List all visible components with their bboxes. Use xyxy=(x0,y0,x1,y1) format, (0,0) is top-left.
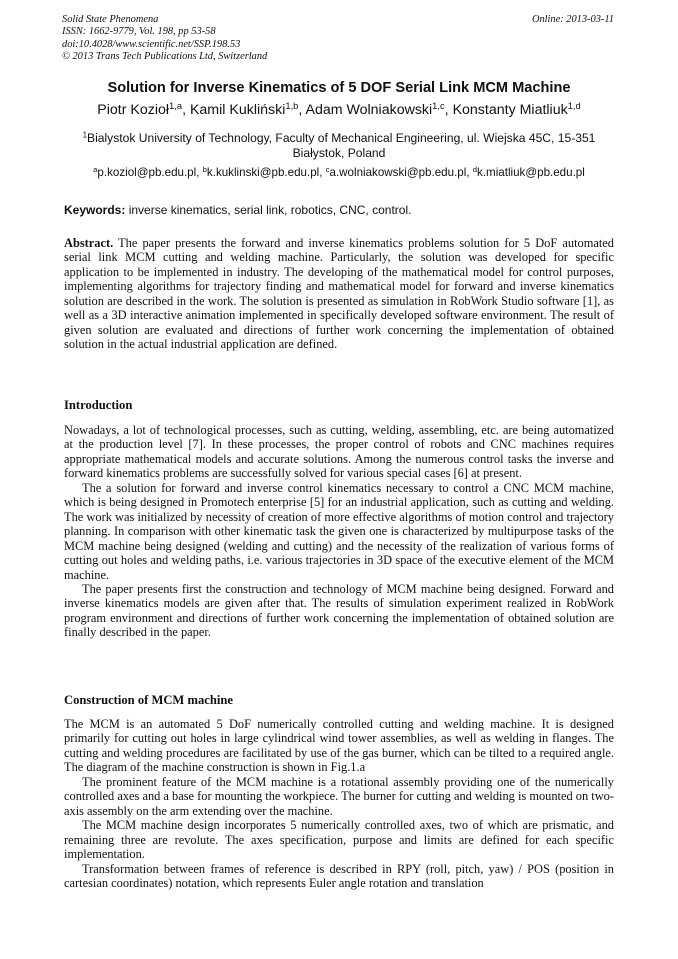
email: $^c$a.wolniakowski@pb.edu.pl, xyxy=(325,164,473,179)
author: Konstanty Miatliuk$^{1,d}$ xyxy=(452,100,581,118)
email: $^d$k.miatliuk@pb.edu.pl xyxy=(472,164,585,179)
affiliation xyxy=(64,131,614,160)
author: Kamil Kukliński$^{1,b}$, xyxy=(189,100,306,118)
abstract xyxy=(64,236,614,352)
email: $^a$p.koziol@pb.edu.pl, xyxy=(93,164,203,179)
paragraph: Transformation between frames of reference is described in RPY (roll, pitch, yaw) / POS (position in cartesian coordinates) notation, which represents Euler angle rotation and translation xyxy=(64,861,614,890)
affiliation-text: Bialystok University of Technology, Faculty of Mechanical Engineering, ul. Wiejska 45C, 15-351 Białystok, Poland xyxy=(87,131,596,160)
section-introduction xyxy=(64,423,614,640)
author: Adam Wolniakowski$^{1,c}$, xyxy=(305,100,453,118)
paragraph: The MCM machine design incorporates 5 numerically controlled axes, two of which are prismatic, and remaining three are revolute. The axes specification, purpose and limits are defined for each specific implementation. xyxy=(64,818,614,862)
paragraph: Nowadays, a lot of technological processes, such as cutting, welding, assembling, etc. are being automatized at the production level [7]. In these processes, the proper control of robots and CNC machines requires appropriate mathematical models and accurate solutions. Among the numerous control tasks the inverse and forward kinematics problems are successfully solved for various special cases [6] at present. xyxy=(64,423,614,481)
abstract-text: The paper presents the forward and inverse kinematics problems solution for 5 DoF automated serial link MCM cutting and welding machine. Particularly, the solution was developed for specific application to be implemented in industry. The developing of the mathematical model for control purposes, implementing algorithms for trajectory finding and mathematical model for forward and inverse kinematics solution are described in the work. The solution is presented as simulation in RobWork Studio software [1], as well as a 3D interactive animation implemented in specifically developed software environment. The result of given solution are evaluated and directions of further work concerning the implementation of obtained solution in the actual industrial application are defined. xyxy=(64,236,614,352)
author-list xyxy=(30,102,648,118)
paragraph: The a solution for forward and inverse control kinematics necessary to control a CNC MCM machine, which is being designed in Promotech enterprise [5] for an industrial application, such as cutting and welding. The work was initialized by necessity of creation of more effective algorithms of motion control and trajectory planning. In comparison with other kinematic task the given one is characterized by multipurpose tasks of the MCM machine being designed (welding and cutting) and the necessity of the realization of various forms of cutting out holes and welding paths, i.e. various trajectories in 3D space of the executive element of the MCM machine. xyxy=(64,480,614,582)
section-heading-introduction: Introduction xyxy=(64,398,133,412)
author: Piotr Kozioł$^{1,a}$, xyxy=(97,100,190,118)
abstract-label: Abstract. xyxy=(64,236,114,250)
paper-title: Solution for Inverse Kinematics of 5 DOF Serial Link MCM Machine xyxy=(107,80,571,96)
paragraph: The prominent feature of the MCM machine is a rotational assembly providing one of the numerically controlled axes and a base for mounting the workpiece. The burner for cutting and welding is mounted on two-axis assembly on the arm extending over the machine. xyxy=(64,774,614,818)
online-date: Online: 2013-03-11 xyxy=(531,14,614,25)
section-heading-construction: Construction of MCM machine xyxy=(64,693,233,707)
doi-line: doi:10.4028/www.scientific.net/SSP.198.53 xyxy=(62,38,241,50)
keywords-text: inverse kinematics, serial link, robotics, CNC, control. xyxy=(125,203,412,217)
paragraph: The paper presents first the construction and technology of MCM machine being designed. Forward and inverse kinematics models are given after that. The results of simulation experiment realized in RobWork program environment and directions of further work concerning the implementation of obtained solution are finally described in the paper. xyxy=(64,581,614,640)
copyright-line: © 2013 Trans Tech Publications Ltd, Switzerland xyxy=(62,51,268,63)
journal-header xyxy=(62,14,614,64)
section-construction xyxy=(64,717,614,890)
keywords-label: Keywords: xyxy=(64,203,126,217)
keywords xyxy=(64,203,614,217)
author-emails xyxy=(40,166,638,179)
journal-name: Solid State Phenomena xyxy=(62,14,159,25)
issn-line: ISSN: 1662-9779, Vol. 198, pp 53-58 xyxy=(62,26,216,38)
paragraph: The MCM is an automated 5 DoF numerically controlled cutting and welding machine. It is designed primarily for cutting out holes in large cylindrical wind tower assemblies, as well as welding in flanges. The cutting and welding procedures are facilitated by use of the gas burner, which can be tilted to a required angle. The diagram of the machine construction is shown in Fig.1.a xyxy=(64,717,614,775)
affiliation-marker: 1 xyxy=(82,130,87,140)
email: $^b$k.kuklinski@pb.edu.pl, xyxy=(202,164,326,179)
